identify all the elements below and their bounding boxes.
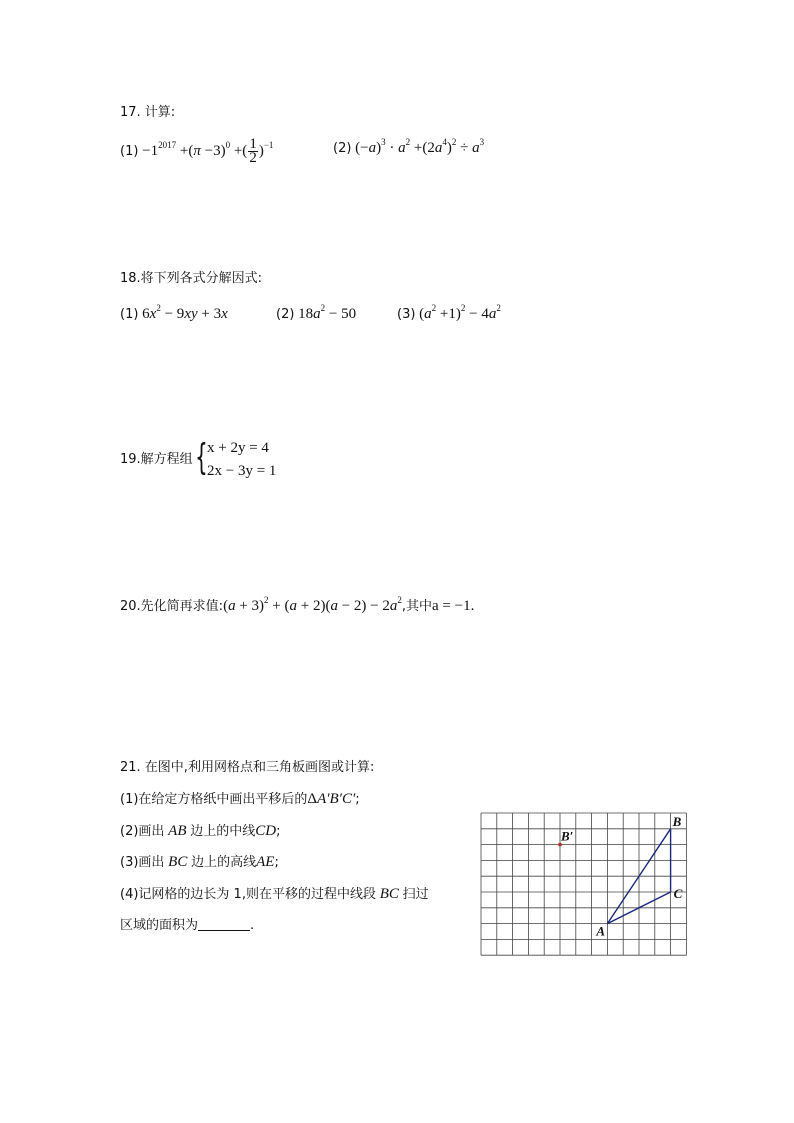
q21-item-3-tail: ; bbox=[274, 855, 279, 870]
q18-part1-label: (1) bbox=[120, 307, 139, 322]
q18-part2-label: (2) bbox=[276, 307, 295, 322]
q17-part1-expression: $-1^{2017} +(\pi -3)^0$ +( $\frac{1}{2}$ )$^{-1}$ bbox=[142, 136, 274, 166]
q21-item-3-text: (3)画出 bbox=[120, 855, 165, 870]
q21-item-4-line-2 bbox=[120, 915, 254, 936]
q21-item-1-math: ΔA′B′C′ bbox=[307, 791, 356, 807]
q21-item-3-math-ae: AE bbox=[256, 854, 275, 870]
q21-item-4-line-2-text: 区域的面积为 bbox=[120, 918, 199, 933]
q21-item-1-tail: ; bbox=[355, 792, 360, 807]
label-a: A bbox=[596, 923, 606, 939]
q17-part1 bbox=[120, 138, 273, 165]
q20-condition: a = −1. bbox=[432, 598, 475, 614]
q19-title: 19.解方程组 bbox=[120, 452, 193, 467]
q18-part3-label: (3) bbox=[397, 307, 416, 322]
answer-blank[interactable] bbox=[198, 918, 250, 931]
label-b-prime: B′ bbox=[561, 828, 574, 844]
q20-line bbox=[120, 596, 474, 617]
q21-item-4-math-bc: BC bbox=[379, 886, 399, 902]
q21-item-2-text: (2)画出 bbox=[120, 824, 165, 839]
grid-lines bbox=[481, 813, 686, 955]
q21-item-4-tail: 扫过 bbox=[402, 887, 429, 902]
q21-item-2-mid: 边上的中线 bbox=[190, 824, 256, 839]
q17-part2 bbox=[333, 138, 484, 159]
q20-expression: $(a + 3)^2 + (a + 2)(a - 2) - 2a^2$ bbox=[223, 595, 402, 614]
q18-part2-expression: $18a^2 - 50$ bbox=[298, 303, 357, 322]
q17-part2-label: (2) bbox=[333, 141, 352, 156]
q21-item-3-mid: 边上的高线 bbox=[191, 855, 257, 870]
q21-item-1-text: (1)在给定方格纸中画出平移后的 bbox=[120, 792, 308, 807]
q17-title: 17. 计算: bbox=[120, 105, 176, 120]
q21-item-4-end: . bbox=[250, 918, 255, 933]
q21-item-3 bbox=[120, 852, 279, 873]
q18-part1 bbox=[120, 304, 228, 325]
label-b: B bbox=[672, 813, 682, 829]
q18-part1-expression: $6x^2 - 9xy + 3x$ bbox=[142, 303, 228, 322]
q21-item-2-tail: ; bbox=[276, 824, 281, 839]
q21-item-3-math-bc: BC bbox=[168, 854, 188, 870]
q21-item-2-math-ab: AB bbox=[168, 823, 187, 839]
q20-tail-text: ,其中 bbox=[401, 599, 433, 614]
label-c: C bbox=[673, 886, 683, 901]
grid-figure bbox=[480, 812, 696, 958]
q21-title: 21. 在图中,利用网格点和三角板画图或计算: bbox=[120, 760, 375, 775]
q18-part3 bbox=[397, 304, 501, 325]
q19-equation-2: 2x − 3y = 1 bbox=[207, 463, 277, 479]
q21-item-2 bbox=[120, 821, 281, 842]
q17-part2-expression: $(-a)^3 \cdot a^2 +(2a^4)^2 \div a^3$ bbox=[355, 137, 485, 156]
q18-part3-expression: $(a^2 +1)^2 - 4a^2$ bbox=[419, 303, 501, 322]
q19-equation-1: x + 2y = 4 bbox=[207, 440, 269, 456]
q21-item-1 bbox=[120, 789, 360, 810]
equation-brace: { bbox=[195, 437, 208, 478]
q18-title: 18.将下列各式分解因式: bbox=[120, 271, 263, 286]
q20-title: 20.先化简再求值: bbox=[120, 599, 224, 614]
q21-item-2-math-cd: CD bbox=[255, 823, 277, 839]
q17-part1-label: (1) bbox=[120, 143, 139, 159]
q21-item-4 bbox=[120, 884, 429, 905]
q18-part2 bbox=[276, 304, 356, 325]
q21-item-4-text: (4)记网格的边长为 1,则在平移的过程中线段 bbox=[120, 887, 376, 902]
